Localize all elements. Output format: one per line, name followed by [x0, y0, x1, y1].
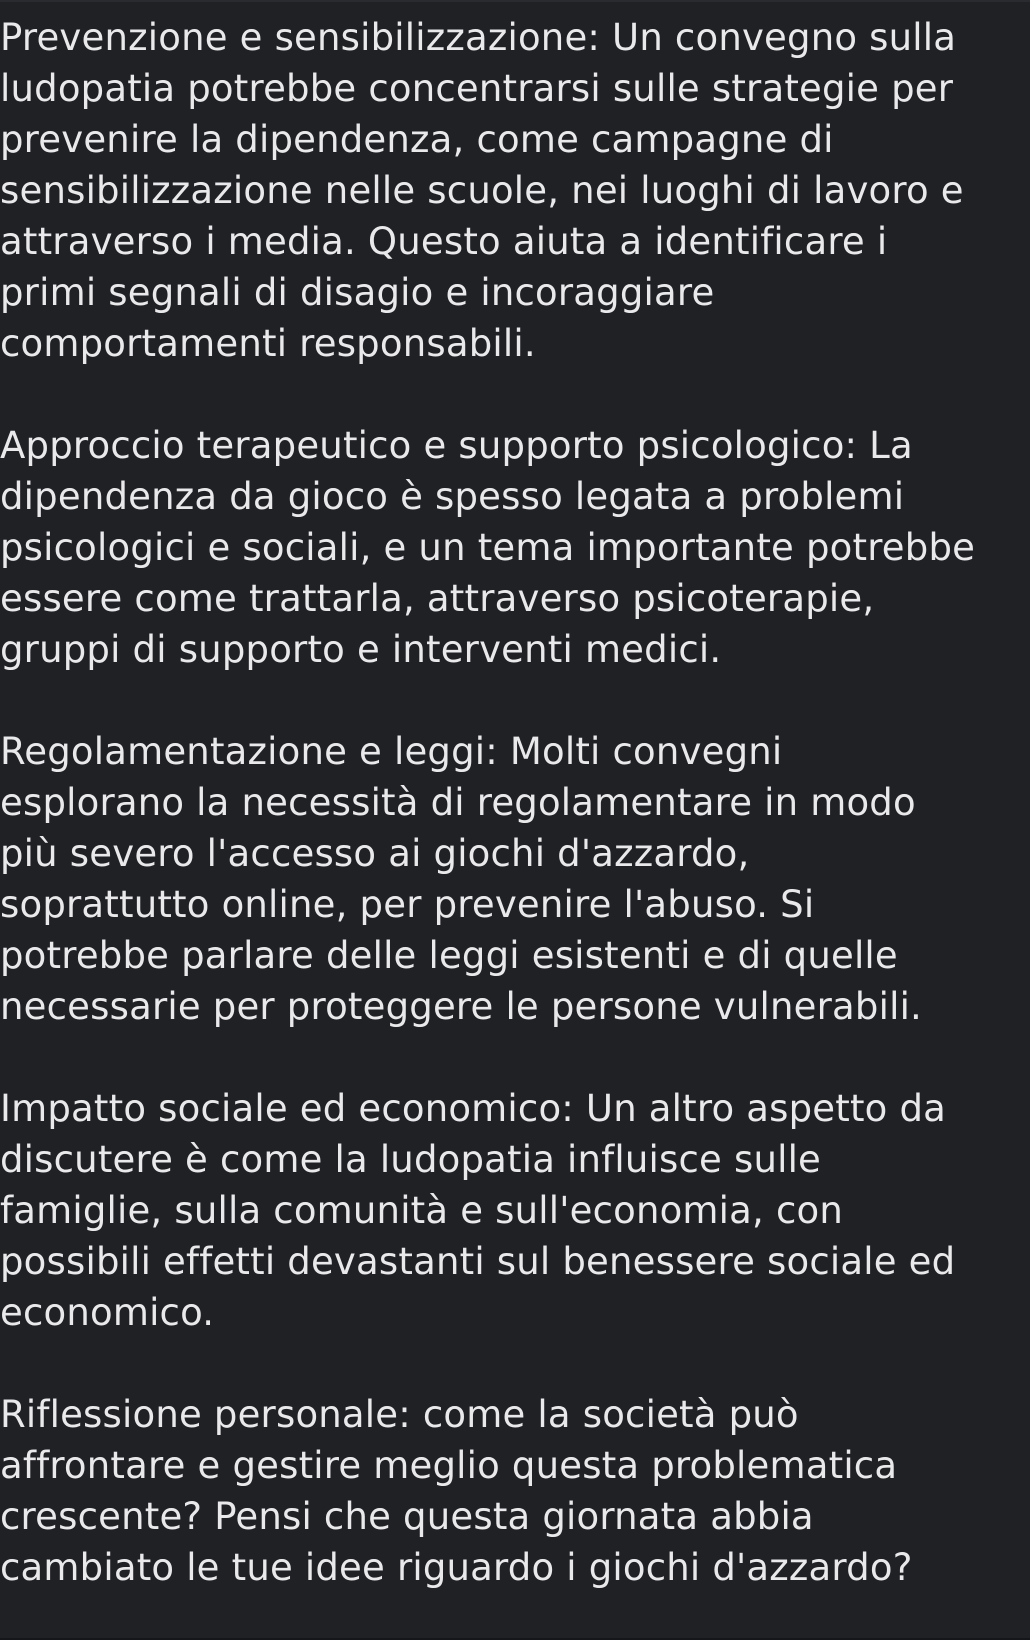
- paragraph-regulation: Regolamentazione e leggi: Molti convegni esplorano la necessità di regolamentare in modo più severo l'accesso ai giochi d'azzardo, soprattutto online, per prevenire l'abuso. Si potrebbe parlare delle leggi esistenti e di quelle necessarie per proteggere le persone vulnerabili.: [0, 730, 923, 1028]
- paragraph-impact: Impatto sociale ed economico: Un altro aspetto da discutere è come la ludopatia influisce sulle famiglie, sulla comunità e sull'economia, con possibili effetti devastanti sul benessere sociale ed economico.: [0, 1087, 956, 1334]
- paragraph-reflection: Riflessione personale: come la società può affrontare e gestire meglio questa problematica crescente? Pensi che questa giornata abbia cambiato le tue idee riguardo i giochi d'azzardo?: [0, 1393, 913, 1589]
- paragraph-prevention: Prevenzione e sensibilizzazione: Un convegno sulla ludopatia potrebbe concentrarsi sulle strategie per prevenire la dipendenza, come campagne di sensibilizzazione nelle scuole, nei luoghi di lavoro e attraverso i media. Questo aiuta a identificare i primi segnali di disagio e incoraggiare comportamenti responsabili.: [0, 16, 964, 365]
- paragraph-therapy: Approccio terapeutico e supporto psicologico: La dipendenza da gioco è spesso legata a problemi psicologici e sociali, e un tema importante potrebbe essere come trattarla, attraverso psicoterapie, gruppi di supporto e interventi medici.: [0, 424, 976, 671]
- message-body: [0, 12, 1028, 1593]
